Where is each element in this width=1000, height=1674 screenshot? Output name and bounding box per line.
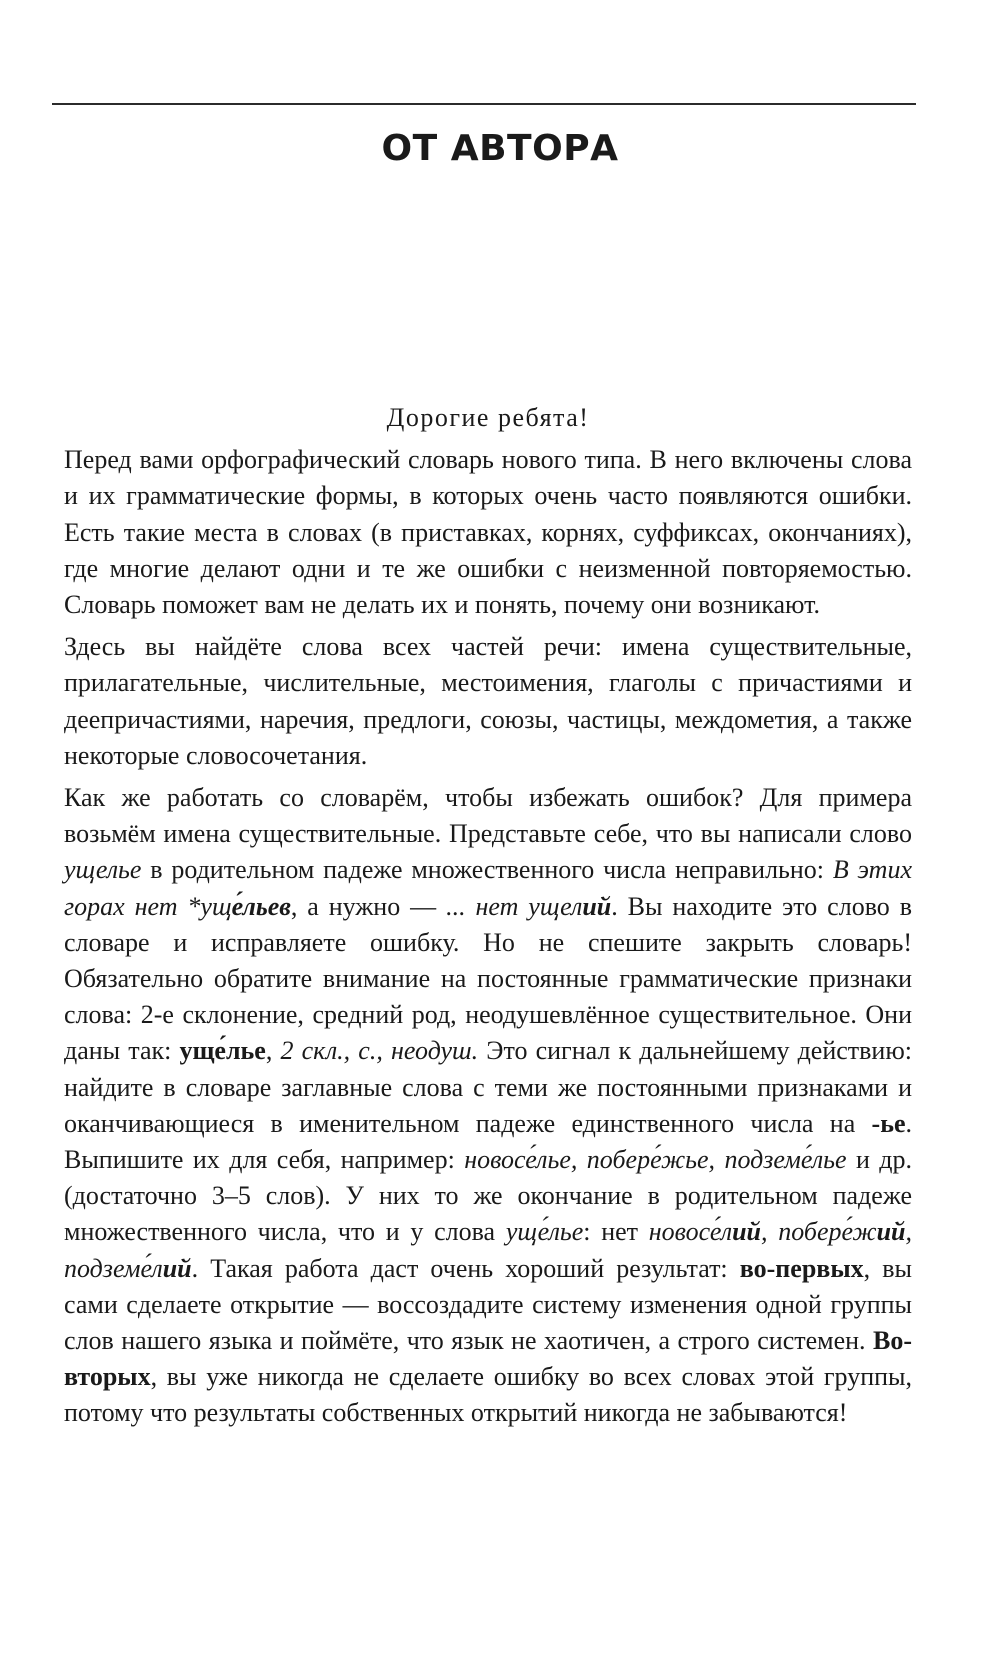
italic-run: , побер — [761, 1217, 842, 1247]
paragraph-1 — [64, 442, 912, 623]
italic-word — [506, 1217, 583, 1246]
italic-word: ущелье — [64, 855, 142, 885]
italic-run: ущ — [505, 1217, 538, 1247]
header-rule — [52, 103, 916, 105]
stressed-vowel: е́ — [214, 1036, 226, 1066]
italic-run: ... нет ущел — [446, 891, 583, 921]
chapter-title: ОТ АВТОРА — [381, 128, 619, 169]
stressed-vowel: е́ — [525, 1145, 537, 1175]
bold-headword — [179, 1036, 265, 1065]
paragraph-3 — [64, 780, 912, 1432]
text-run: Как же работать со словарём, чтобы избежать ошибок? Для примера возьмём имена существительные. Представьте себе, что вы написали слово — [64, 783, 912, 849]
text-run: . Такая работа даст очень хороший результат: — [191, 1253, 740, 1283]
paragraph-1-text: Перед вами орфографический словарь нового типа. В него включены слова и их грамматические формы, в которых очень часто появляются ошибки. Есть такие места в словах (в приставках, корнях, суффиксах, окончаниях), где многие делают одни и те же ошибки с неизменной повторяемостью. Словарь поможет вам не делать их и понять, почему они возникают. — [64, 445, 912, 620]
text-run: и др. (достаточно 3–5 слов). У них то же окончание в родительном падеже множественного числа, что и у слова — [64, 1145, 913, 1247]
stressed-vowel: е́ — [800, 1145, 812, 1175]
text-run: Это сигнал к дальнейшему действию: найдите в словаре заглавные слова с теми же постоянными признаками и оканчивающиеся в именительном падеже единственного числа на — [64, 1036, 912, 1138]
italic-example — [446, 892, 611, 921]
italic-run: л — [720, 1217, 733, 1247]
italic-bold-run: льев — [242, 891, 291, 921]
text-run: : нет — [583, 1217, 649, 1247]
italic-run: лье — [811, 1145, 847, 1175]
text-run: . Вы находите это слово в словаре и исправляете ошибку. Но не спешите закрыть словарь! Обязательно обратите внимание на постоянные грамматические признаки слова: 2-е склонение, средний род, неодушевлённое существительное. Они даны так: — [64, 891, 912, 1066]
text-run: , а нужно — — [290, 891, 447, 921]
italic-examples — [464, 1145, 846, 1174]
italic-run: лье — [548, 1217, 584, 1247]
stressed-vowel: е́ — [231, 891, 243, 921]
italic-bold-ending: ий — [162, 1253, 192, 1283]
italic-run: В этих горах нет *ущ — [64, 855, 912, 921]
text-run: , вы сами сделаете открытие — воссоздадите систему изменения одной группы слов нашего языка и поймёте, что язык не хаотичен, а строго системен. — [64, 1253, 912, 1356]
italic-run: л — [151, 1253, 163, 1283]
text-run: , вы уже никогда не сделаете ошибку во всех словах этой группы, потому что результаты собственных открытий никогда не забываются! — [64, 1362, 912, 1428]
italic-run: жье, подзем — [660, 1145, 801, 1175]
italic-run: ж — [852, 1217, 877, 1247]
italic-run: лье, побер — [536, 1145, 651, 1175]
paragraph-2-text: Здесь вы найдёте слова всех частей речи: имена существительные, прилагательные, числительные, местоимения, глаголы с причастиями и деепричастиями, наречия, предлоги, союзы, частицы, междометия, а также некоторые словосочетания. — [64, 632, 912, 770]
text-run: в родительном падеже множественного числа неправильно: — [141, 855, 833, 885]
stressed-vowel: е́ — [709, 1217, 721, 1247]
italic-bold-ending: ий — [732, 1217, 761, 1247]
grammar-tags: 2 скл., с., неодуш. — [280, 1036, 479, 1066]
italic-run: новос — [464, 1145, 526, 1175]
bold-word: во-первых — [739, 1253, 864, 1283]
stressed-vowel: е́ — [841, 1217, 853, 1247]
stressed-vowel: е́ — [140, 1253, 152, 1283]
italic-run: , подзем — [64, 1217, 913, 1283]
bold-run: лье — [225, 1036, 266, 1066]
greeting: Дорогие ребята! — [386, 403, 590, 432]
text-run: . Выпишите их для себя, например: — [64, 1108, 912, 1175]
italic-bold-ending: ий — [876, 1217, 906, 1247]
bold-word: Во-вторых — [64, 1326, 912, 1392]
paragraph-2 — [64, 629, 912, 774]
italic-bold-ending: ий — [582, 891, 612, 921]
body-text — [64, 400, 912, 1438]
stressed-vowel: е́ — [650, 1145, 661, 1175]
bold-ending: -ье — [871, 1108, 906, 1138]
italic-run: новос — [648, 1217, 710, 1247]
text-run: , — [265, 1036, 281, 1066]
bold-run: ущ — [179, 1036, 215, 1066]
stressed-vowel: е́ — [537, 1217, 549, 1247]
